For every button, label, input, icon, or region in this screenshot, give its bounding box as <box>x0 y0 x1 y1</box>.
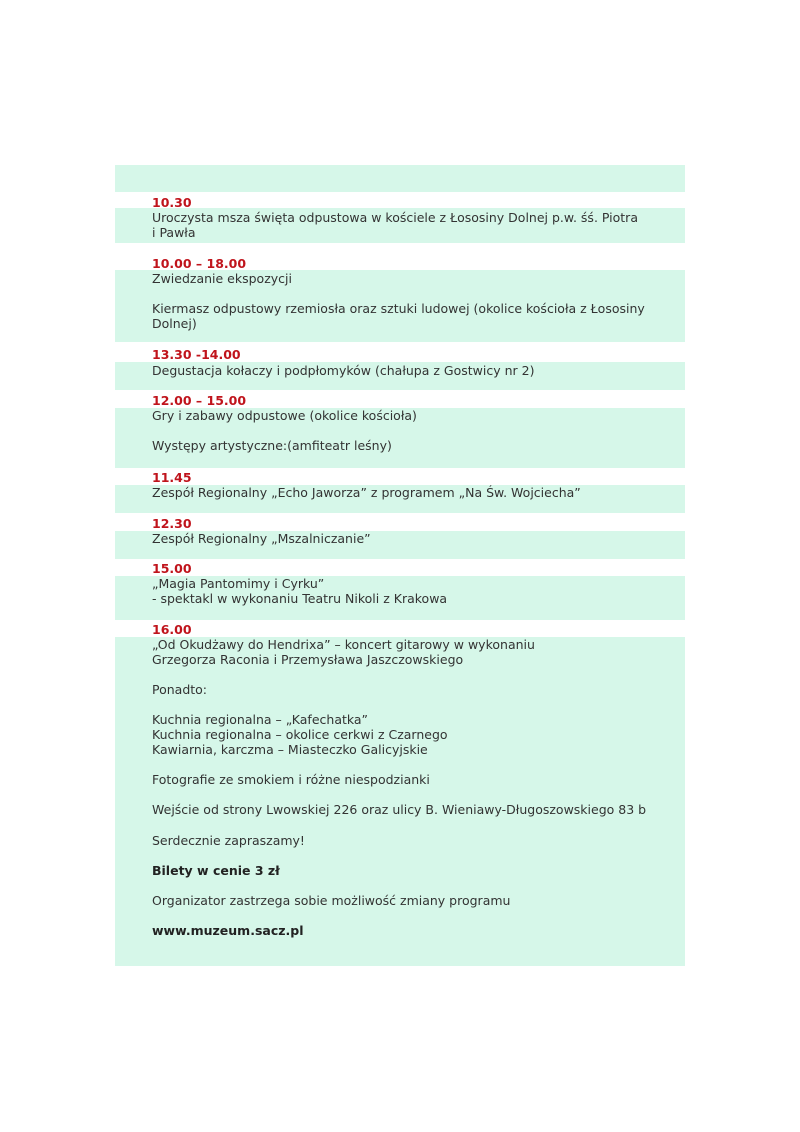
band <box>115 165 685 192</box>
event-line: Zwiedzanie ekspozycji <box>152 271 292 286</box>
tickets-line: Bilety w cenie 3 zł <box>152 863 280 878</box>
event-line: i Pawła <box>152 225 196 240</box>
event-line: Występy artystyczne:(amfiteatr leśny) <box>152 438 392 453</box>
time-label: 16.00 <box>152 622 192 637</box>
event-line: Kiermasz odpustowy rzemiosła oraz sztuki ludowej (okolice kościoła z Łososiny <box>152 301 645 316</box>
disclaimer-line: Organizator zastrzega sobie możliwość zmiany programu <box>152 893 511 908</box>
event-line: Zespół Regionalny „Echo Jaworza” z programem „Na Św. Wojciecha” <box>152 485 581 500</box>
invite-line: Serdecznie zapraszamy! <box>152 833 305 848</box>
food-line: Kuchnia regionalna – okolice cerkwi z Czarnego <box>152 727 448 742</box>
time-label: 10.00 – 18.00 <box>152 256 247 271</box>
event-line: Gry i zabawy odpustowe (okolice kościoła) <box>152 408 417 423</box>
time-label: 13.30 -14.00 <box>152 347 241 362</box>
event-line: - spektakl w wykonaniu Teatru Nikoli z Krakowa <box>152 591 448 606</box>
event-line: Zespół Regionalny „Mszalniczanie” <box>152 531 371 546</box>
event-line: Uroczysta msza święta odpustowa w kościele z Łososiny Dolnej p.w. śś. Piotra <box>152 210 638 225</box>
entrance-line: Wejście od strony Lwowskiej 226 oraz ulicy B. Wieniawy-Długoszowskiego 83 b <box>152 802 647 817</box>
event-line: Grzegorza Raconia i Przemysława Jaszczowskiego <box>152 652 464 667</box>
ponadto-heading: Ponadto: <box>152 682 208 697</box>
time-label: 15.00 <box>152 561 192 576</box>
event-line: Dolnej) <box>152 316 197 331</box>
website-link[interactable]: www.muzeum.sacz.pl <box>152 923 304 938</box>
food-line: Kawiarnia, karczma – Miasteczko Galicyjskie <box>152 742 428 757</box>
event-line: „Od Okudżawy do Hendrixa” – koncert gitarowy w wykonaniu <box>152 637 535 652</box>
time-label: 11.45 <box>152 470 192 485</box>
time-label: 10.30 <box>152 195 192 210</box>
food-line: Kuchnia regionalna – „Kafechatka” <box>152 712 369 727</box>
event-line: Degustacja kołaczy i podpłomyków (chałupa z Gostwicy nr 2) <box>152 363 535 378</box>
event-line: „Magia Pantomimy i Cyrku” <box>152 576 325 591</box>
time-label: 12.00 – 15.00 <box>152 393 247 408</box>
program-sheet <box>115 165 685 966</box>
photos-line: Fotografie ze smokiem i różne niespodzianki <box>152 772 430 787</box>
time-label: 12.30 <box>152 516 192 531</box>
